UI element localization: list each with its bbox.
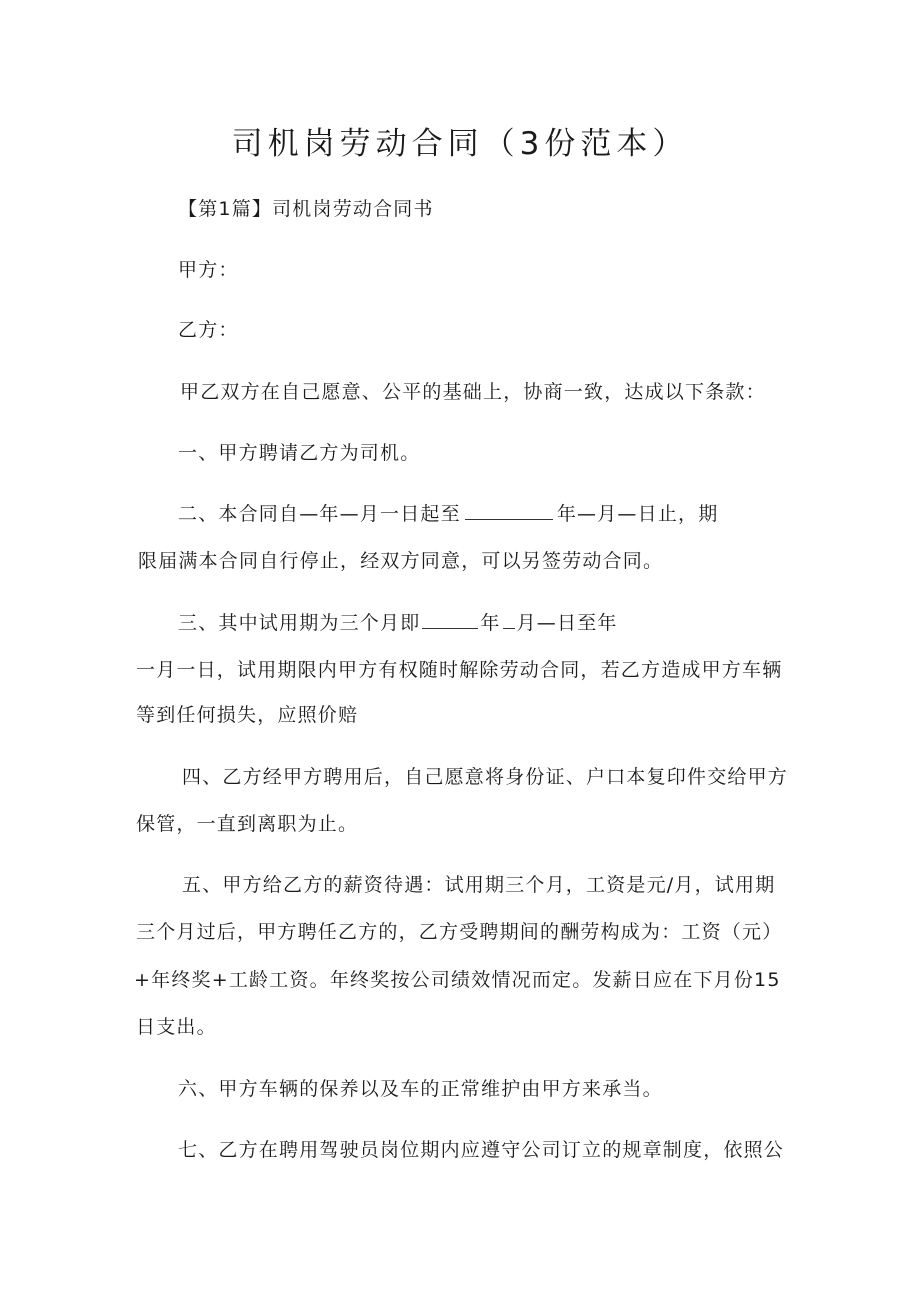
clause-1: 一、甲方聘请乙方为司机。	[178, 442, 421, 464]
section-heading: 【第1篇】司机岗劳动合同书	[178, 198, 434, 220]
clause-2-line-1	[178, 501, 718, 526]
document-title: 司机岗劳动合同（3份范本）	[231, 126, 689, 162]
intro-paragraph: 甲乙双方在自己愿意、公平的基础上，协商一致，达成以下条款：	[180, 381, 766, 403]
clause-5-line-1: 五、甲方给乙方的薪资待遇：试用期三个月，工资是元/月，试用期	[182, 874, 776, 896]
clause-5-line-4: 日支出。	[136, 1016, 217, 1038]
date-blank	[465, 501, 553, 520]
party-b-label: 乙方：	[178, 319, 239, 341]
clause-5-line-2: 三个月过后，甲方聘任乙方的，乙方受聘期间的酬劳构成为：工资（元）	[136, 921, 783, 943]
clause-2-text-a: 二、本合同自—年—月一日起至	[178, 503, 461, 525]
party-a-label: 甲方：	[178, 259, 239, 281]
date-blank	[503, 610, 515, 629]
clause-3-text-c: 月—日至年	[516, 612, 618, 634]
clause-2-line-2: 限届满本合同自行停止，经双方同意，可以另签劳动合同。	[138, 550, 664, 572]
clause-3-text-a: 三、其中试用期为三个月即	[178, 612, 421, 634]
clause-4-line-1: 四、乙方经甲方聘用后，自己愿意将身份证、户口本复印件交给甲方	[182, 766, 789, 788]
clause-3-text-b: 年	[480, 612, 501, 634]
clause-2-text-b: 年—月—日止，期	[556, 503, 719, 525]
clause-4-line-2: 保管，一直到离职为止。	[136, 813, 359, 835]
clause-3-line-2: 一月一日，试用期限内甲方有权随时解除劳动合同，若乙方造成甲方车辆	[136, 659, 783, 681]
clause-7-line-1: 七、乙方在聘用驾驶员岗位期内应遵守公司订立的规章制度，依照公	[178, 1139, 785, 1161]
clause-6: 六、甲方车辆的保养以及车的正常维护由甲方来承当。	[178, 1078, 663, 1100]
clause-3-line-3: 等到任何损失，应照价赔	[136, 704, 359, 726]
clause-5-line-3: +年终奖+工龄工资。年终奖按公司绩效情况而定。发薪日应在下月份15	[134, 969, 781, 991]
date-blank	[422, 610, 478, 629]
clause-3-line-1	[178, 610, 618, 635]
